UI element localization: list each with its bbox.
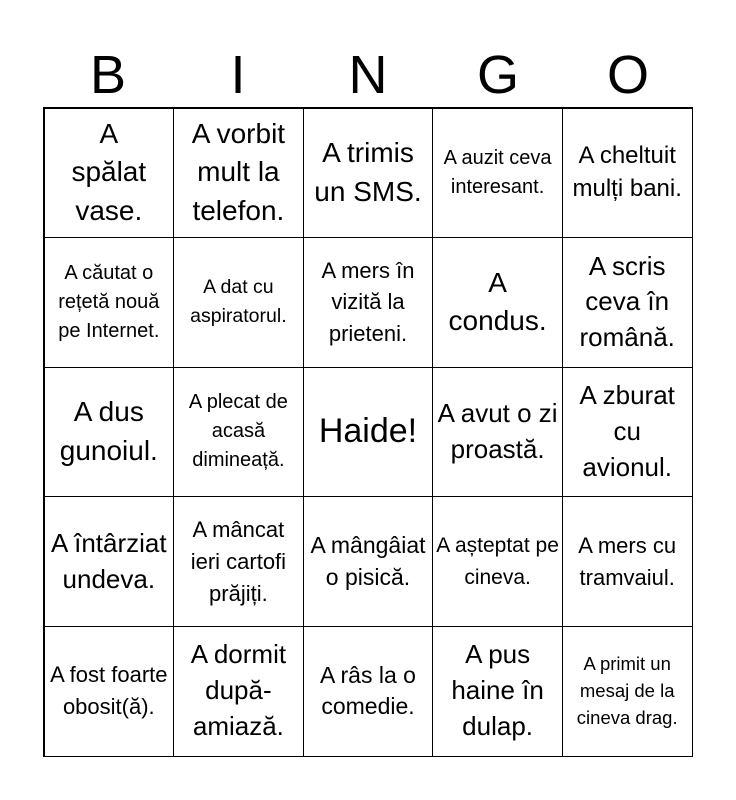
cell-text: A dormit după-amiază. [190, 639, 287, 742]
cell-text: A mâncat ieri cartofi prăjiți. [190, 516, 287, 606]
bingo-cell[interactable] [432, 626, 563, 757]
cell-text: A mers în vizită la prieteni. [321, 257, 415, 347]
bingo-cell[interactable] [562, 237, 693, 368]
cell-text: A scris ceva în română. [579, 250, 675, 353]
bingo-cell[interactable] [562, 367, 693, 498]
cell-text: A întârziat undeva. [50, 527, 167, 594]
free-space-text: Haide! [318, 412, 418, 451]
cell-text: A primit un mesaj de la cineva drag. [576, 652, 678, 728]
cell-text: A zburat cu avionul. [579, 380, 675, 482]
cell-text: A râs la o comedie. [320, 661, 416, 720]
bingo-cell[interactable] [173, 367, 304, 498]
bingo-cell[interactable] [432, 496, 563, 627]
bingo-cell[interactable] [562, 108, 693, 239]
header-letter-o: O [606, 45, 649, 105]
bingo-cell[interactable] [173, 626, 304, 757]
cell-text: A cheltuit mulți bani. [572, 142, 682, 202]
bingo-grid [43, 107, 693, 757]
free-space-cell[interactable] [303, 367, 434, 498]
cell-text: A mers cu tramvaiul. [578, 532, 677, 590]
bingo-cell[interactable] [44, 108, 175, 239]
bingo-cell[interactable] [44, 626, 175, 757]
bingo-cell[interactable] [303, 626, 434, 757]
bingo-cell[interactable] [44, 367, 175, 498]
cell-text: A trimis un SMS. [314, 137, 422, 207]
cell-text: A vorbit mult la telefon. [191, 117, 286, 227]
cell-text: A avut o zi proastă. [437, 398, 558, 464]
bingo-cell[interactable] [432, 367, 563, 498]
header-letter-n: N [348, 45, 388, 105]
bingo-cell[interactable] [432, 237, 563, 368]
cell-text: A pus haine în dulap. [451, 639, 544, 742]
cell-text: A dus gunoiul. [59, 396, 158, 466]
cell-text: A dat cu aspiratorul. [190, 276, 287, 328]
bingo-cell[interactable] [303, 496, 434, 627]
bingo-header [43, 40, 693, 110]
cell-text: A căutat o rețetă nouă pe Internet. [58, 261, 160, 342]
cell-text: A mângâiat o pisică. [310, 532, 426, 590]
header-letter-i: I [230, 45, 246, 105]
cell-text: A fost foarte obosit(ă). [50, 662, 168, 720]
cell-text: A condus. [448, 266, 547, 337]
cell-text: A spălat vase. [71, 117, 147, 227]
cell-text: A plecat de acasă dimineață. [188, 391, 288, 472]
bingo-cell[interactable] [303, 108, 434, 239]
bingo-cell[interactable] [44, 237, 175, 368]
header-letter-g: G [476, 45, 519, 105]
bingo-cell[interactable] [562, 626, 693, 757]
bingo-cell[interactable] [173, 237, 304, 368]
bingo-cell[interactable] [303, 237, 434, 368]
bingo-cell[interactable] [44, 496, 175, 627]
bingo-cell[interactable] [173, 496, 304, 627]
header-letter-b: B [89, 45, 127, 105]
cell-text: A auzit ceva interesant. [443, 146, 552, 198]
bingo-cell[interactable] [432, 108, 563, 239]
bingo-cell[interactable] [173, 108, 304, 239]
bingo-cell[interactable] [562, 496, 693, 627]
cell-text: A așteptat pe cineva. [436, 534, 559, 589]
